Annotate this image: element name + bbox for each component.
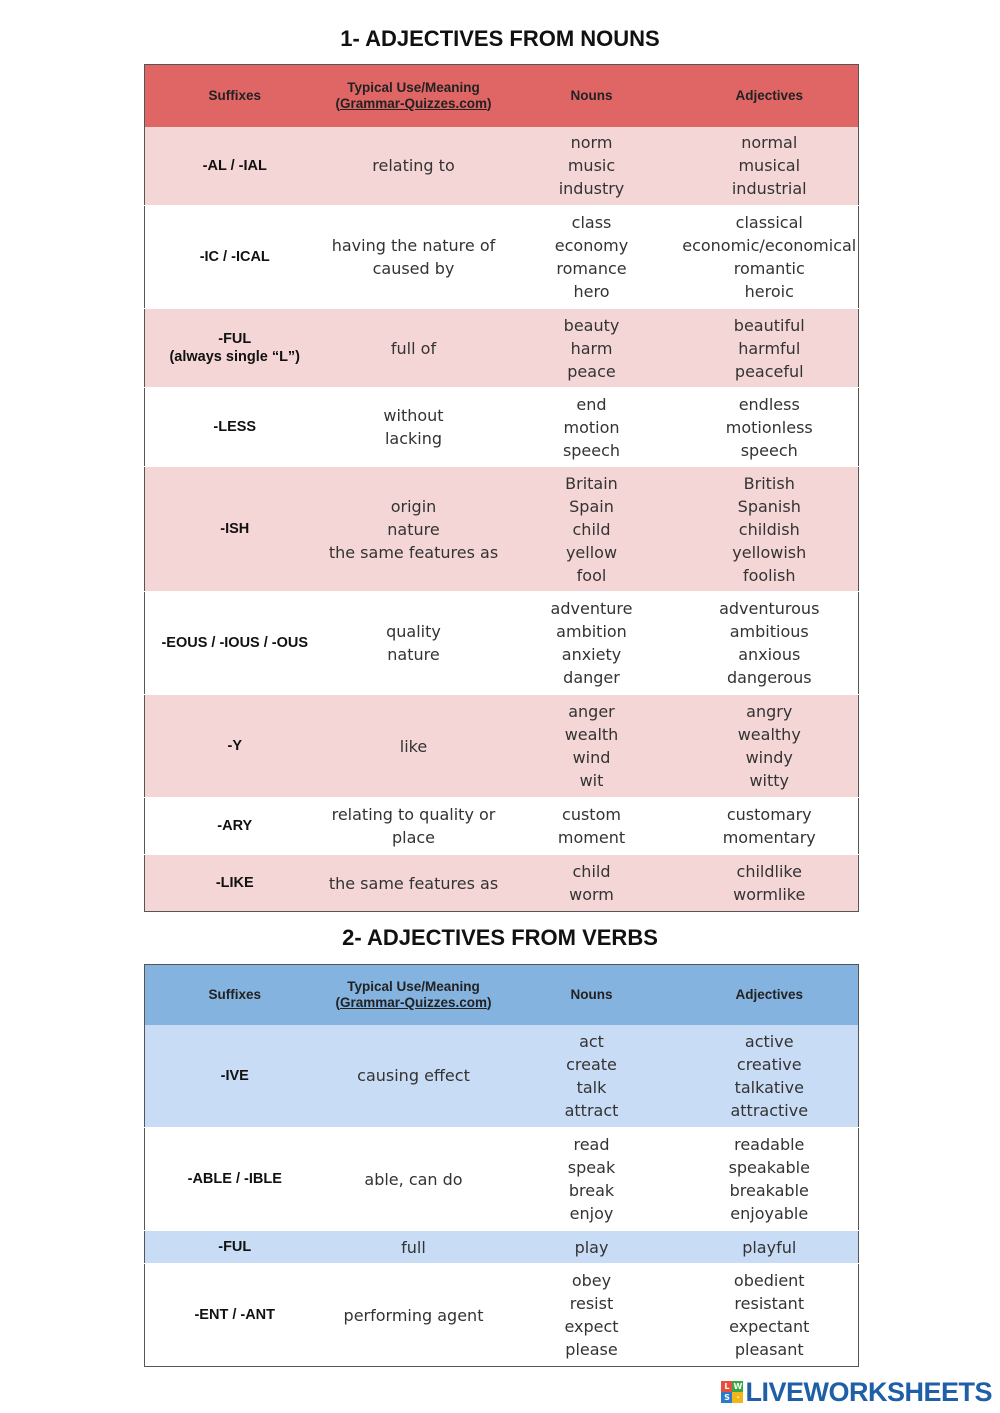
table-header-row xyxy=(145,965,859,1025)
adjectives-cell xyxy=(681,1128,859,1231)
adjectives-line: musical xyxy=(738,156,801,176)
meaning-line: having the nature of xyxy=(331,236,496,255)
suffix-line: -LIKE xyxy=(215,875,254,891)
table-row xyxy=(145,127,859,206)
adjectives-line: British xyxy=(743,473,795,493)
nouns-line: Spain xyxy=(569,496,614,516)
suffix-cell xyxy=(145,1231,325,1264)
table-row xyxy=(145,695,859,798)
meaning-line: place xyxy=(391,828,436,847)
nouns-line: attract xyxy=(564,1100,619,1120)
suffix-line: -IVE xyxy=(220,1067,249,1084)
adjectives-cell xyxy=(681,855,859,912)
meaning-line: nature xyxy=(387,519,440,539)
suffix-cell xyxy=(145,388,325,467)
suffix-cell xyxy=(145,127,325,206)
nouns-line: yellow xyxy=(565,542,618,562)
adjectives-line: ambitious xyxy=(729,622,809,641)
nouns-line: speech xyxy=(562,440,621,460)
meaning-line: performing agent xyxy=(343,1305,484,1325)
suffix-cell xyxy=(145,206,325,309)
grammar-quizzes-link[interactable]: Grammar-Quizzes.com xyxy=(339,994,488,1010)
nouns-line: ambition xyxy=(556,622,627,641)
suffix-line: -ISH xyxy=(220,521,250,537)
meaning-line: caused by xyxy=(372,259,455,278)
adjectives-line: enjoyable xyxy=(730,1204,809,1223)
adjectives-line: expectant xyxy=(729,1317,810,1336)
adjectives-line: creative xyxy=(736,1054,802,1074)
suffix-line: -ABLE / -IBLE xyxy=(187,1171,282,1187)
meaning-cell xyxy=(325,309,503,388)
adjectives-line: endless xyxy=(738,394,800,414)
table-row xyxy=(145,1231,859,1264)
meaning-cell xyxy=(325,1264,503,1367)
adjectives-from-nouns-table xyxy=(144,64,859,912)
adjectives-cell xyxy=(681,798,859,855)
adjectives-cell xyxy=(681,467,859,592)
meaning-line: causing effect xyxy=(357,1066,470,1086)
nouns-line: Britain xyxy=(565,473,618,493)
nouns-line: moment xyxy=(557,828,626,847)
nouns-line: romance xyxy=(556,259,627,278)
nouns-cell xyxy=(503,206,681,309)
header-nouns: Nouns xyxy=(570,986,613,1002)
meaning-line: without xyxy=(383,406,444,425)
adjectives-cell xyxy=(681,127,859,206)
meaning-line: full of xyxy=(390,338,437,358)
suffix-line: -ARY xyxy=(217,818,253,834)
grammar-quizzes-link[interactable]: Grammar-Quizzes.com xyxy=(339,95,488,111)
nouns-line: hero xyxy=(573,282,610,301)
adjectives-line: classical xyxy=(735,213,803,232)
adjectives-line: childish xyxy=(738,519,800,539)
adjectives-line: adventurous xyxy=(719,599,820,618)
meaning-cell xyxy=(325,855,503,912)
adjectives-line: resistant xyxy=(734,1294,805,1313)
header-meaning: Typical Use/Meaning (Grammar-Quizzes.com) xyxy=(335,978,492,1010)
table-row xyxy=(145,1025,859,1128)
table-row xyxy=(145,798,859,855)
adjectives-line: breakable xyxy=(729,1181,809,1200)
nouns-line: class xyxy=(571,213,612,232)
meaning-line: able, can do xyxy=(364,1169,463,1189)
nouns-line: worm xyxy=(569,885,614,904)
suffix-cell xyxy=(145,592,325,695)
meaning-line: nature xyxy=(387,645,440,664)
nouns-line: wealth xyxy=(564,725,619,744)
nouns-cell xyxy=(503,1231,681,1264)
meaning-line: relating to quality or xyxy=(331,805,496,824)
adjectives-from-verbs-table xyxy=(144,964,859,1367)
meaning-cell xyxy=(325,695,503,798)
suffix-line: -Y xyxy=(227,738,242,754)
adjectives-line: yellowish xyxy=(732,542,807,562)
nouns-line: act xyxy=(579,1031,604,1051)
meaning-line: quality xyxy=(386,622,441,641)
nouns-line: child xyxy=(572,862,611,881)
adjectives-line: talkative xyxy=(734,1077,804,1097)
nouns-line: danger xyxy=(563,668,620,687)
table-row xyxy=(145,1264,859,1367)
adjectives-cell xyxy=(681,309,859,388)
header-adjectives: Adjectives xyxy=(735,87,804,103)
meaning-line: lacking xyxy=(384,429,443,448)
suffix-cell xyxy=(145,798,325,855)
nouns-cell xyxy=(503,695,681,798)
adjectives-line: pleasant xyxy=(734,1340,804,1359)
adjectives-cell xyxy=(681,206,859,309)
header-suffixes: Suffixes xyxy=(208,986,262,1002)
adjectives-line: foolish xyxy=(742,565,796,585)
adjectives-line: playful xyxy=(742,1237,797,1257)
adjectives-line: momentary xyxy=(722,828,816,847)
nouns-line: child xyxy=(572,519,611,539)
adjectives-line: childlike xyxy=(736,862,802,881)
adjectives-line: beautiful xyxy=(733,315,805,335)
liveworksheets-wordmark: LIVEWORKSHEETS xyxy=(745,1376,992,1407)
nouns-line: read xyxy=(573,1135,610,1154)
nouns-line: peace xyxy=(567,361,616,381)
nouns-line: play xyxy=(574,1237,609,1257)
adjectives-line: harmful xyxy=(738,338,801,358)
nouns-cell xyxy=(503,388,681,467)
header-meaning-label: Typical Use/Meaning xyxy=(347,79,480,95)
adjectives-cell xyxy=(681,1231,859,1264)
nouns-line: enjoy xyxy=(569,1204,614,1223)
nouns-cell xyxy=(503,1128,681,1231)
table-row xyxy=(145,388,859,467)
nouns-line: industry xyxy=(558,179,625,199)
nouns-line: norm xyxy=(570,133,613,153)
nouns-cell xyxy=(503,1264,681,1367)
suffix-cell xyxy=(145,309,325,388)
nouns-cell xyxy=(503,592,681,695)
adjectives-line: obedient xyxy=(733,1271,805,1290)
meaning-cell xyxy=(325,1231,503,1264)
header-nouns: Nouns xyxy=(570,87,613,103)
nouns-line: anger xyxy=(568,702,615,721)
suffix-cell xyxy=(145,695,325,798)
nouns-line: expect xyxy=(564,1317,619,1336)
adjectives-line: windy xyxy=(745,748,793,767)
adjectives-line: Spanish xyxy=(737,496,801,516)
suffix-cell xyxy=(145,467,325,592)
adjectives-line: economic/economical xyxy=(682,236,857,255)
meaning-cell xyxy=(325,1025,503,1128)
nouns-line: custom xyxy=(562,805,621,824)
table-row xyxy=(145,206,859,309)
nouns-cell xyxy=(503,309,681,388)
adjectives-line: wealthy xyxy=(737,725,801,744)
header-suffixes: Suffixes xyxy=(208,87,262,103)
meaning-cell xyxy=(325,388,503,467)
meaning-line: the same features as xyxy=(328,542,499,562)
adjectives-line: angry xyxy=(746,702,793,721)
nouns-line: fool xyxy=(576,565,607,585)
nouns-cell xyxy=(503,1025,681,1128)
suffix-line: -FUL xyxy=(218,331,252,347)
meaning-line: like xyxy=(399,736,428,756)
nouns-line: beauty xyxy=(563,315,620,335)
meaning-line: full xyxy=(401,1237,426,1257)
meaning-line: the same features as xyxy=(328,873,499,893)
nouns-line: motion xyxy=(563,417,620,437)
header-meaning-label: Typical Use/Meaning xyxy=(347,978,480,994)
adjectives-line: customary xyxy=(726,805,812,824)
adjectives-line: readable xyxy=(734,1135,805,1154)
nouns-line: create xyxy=(566,1054,617,1074)
table-row xyxy=(145,592,859,695)
adjectives-line: heroic xyxy=(744,282,794,301)
adjectives-line: normal xyxy=(741,133,798,153)
suffix-cell xyxy=(145,1025,325,1128)
nouns-line: wit xyxy=(579,771,604,790)
nouns-line: anxiety xyxy=(561,645,622,664)
suffix-line: -LESS xyxy=(213,419,257,435)
nouns-line: please xyxy=(565,1340,618,1359)
header-meaning: Typical Use/Meaning (Grammar-Quizzes.com) xyxy=(335,79,492,111)
nouns-line: adventure xyxy=(550,599,633,618)
nouns-line: end xyxy=(576,394,607,414)
suffix-line: -AL / -IAL xyxy=(202,157,267,174)
table-row xyxy=(145,309,859,388)
liveworksheets-logo xyxy=(721,1377,992,1407)
meaning-line: origin xyxy=(390,496,437,516)
header-adjectives: Adjectives xyxy=(735,986,804,1002)
table-header-row xyxy=(145,65,859,127)
suffix-line: -FUL xyxy=(218,1239,252,1255)
adjectives-line: active xyxy=(744,1031,794,1051)
nouns-cell xyxy=(503,855,681,912)
adjectives-cell xyxy=(681,1025,859,1128)
nouns-line: obey xyxy=(571,1271,612,1290)
meaning-cell xyxy=(325,206,503,309)
adjectives-line: wormlike xyxy=(733,885,806,904)
meaning-cell xyxy=(325,592,503,695)
adjectives-cell xyxy=(681,388,859,467)
nouns-line: resist xyxy=(569,1294,614,1313)
nouns-cell xyxy=(503,467,681,592)
adjectives-line: motionless xyxy=(725,417,813,437)
meaning-line: relating to xyxy=(372,156,455,176)
suffix-line: -IC / -ICAL xyxy=(199,249,270,265)
adjectives-line: attractive xyxy=(730,1100,809,1120)
meaning-cell xyxy=(325,467,503,592)
nouns-line: talk xyxy=(576,1077,607,1097)
adjectives-line: witty xyxy=(749,771,790,790)
adjectives-cell xyxy=(681,592,859,695)
meaning-cell xyxy=(325,1128,503,1231)
adjectives-line: romantic xyxy=(733,259,805,278)
suffix-cell xyxy=(145,855,325,912)
table-row xyxy=(145,1128,859,1231)
suffix-cell xyxy=(145,1128,325,1231)
nouns-line: harm xyxy=(570,338,613,358)
table-row xyxy=(145,855,859,912)
nouns-cell xyxy=(503,127,681,206)
meaning-cell xyxy=(325,127,503,206)
suffix-line: (always single “L”) xyxy=(169,349,301,365)
adjectives-line: speakable xyxy=(728,1158,810,1177)
nouns-cell xyxy=(503,798,681,855)
nouns-line: wind xyxy=(572,748,611,767)
section-2-title: 2- ADJECTIVES FROM VERBS xyxy=(342,925,658,950)
table-row xyxy=(145,467,859,592)
nouns-line: break xyxy=(568,1181,615,1200)
nouns-line: music xyxy=(567,156,616,176)
nouns-line: economy xyxy=(554,236,629,255)
liveworksheets-mark-icon: L W S · xyxy=(721,1381,743,1403)
nouns-line: speak xyxy=(567,1158,616,1177)
adjectives-line: speech xyxy=(740,440,798,460)
adjectives-line: dangerous xyxy=(726,668,812,687)
section-1-title: 1- ADJECTIVES FROM NOUNS xyxy=(340,26,660,51)
adjectives-cell xyxy=(681,1264,859,1367)
adjectives-line: peaceful xyxy=(734,361,804,381)
adjectives-line: industrial xyxy=(731,179,807,199)
adjectives-cell xyxy=(681,695,859,798)
meaning-cell xyxy=(325,798,503,855)
suffix-line: -EOUS / -IOUS / -OUS xyxy=(161,635,309,651)
adjectives-line: anxious xyxy=(738,645,801,664)
suffix-line: -ENT / -ANT xyxy=(194,1307,276,1323)
suffix-cell xyxy=(145,1264,325,1367)
